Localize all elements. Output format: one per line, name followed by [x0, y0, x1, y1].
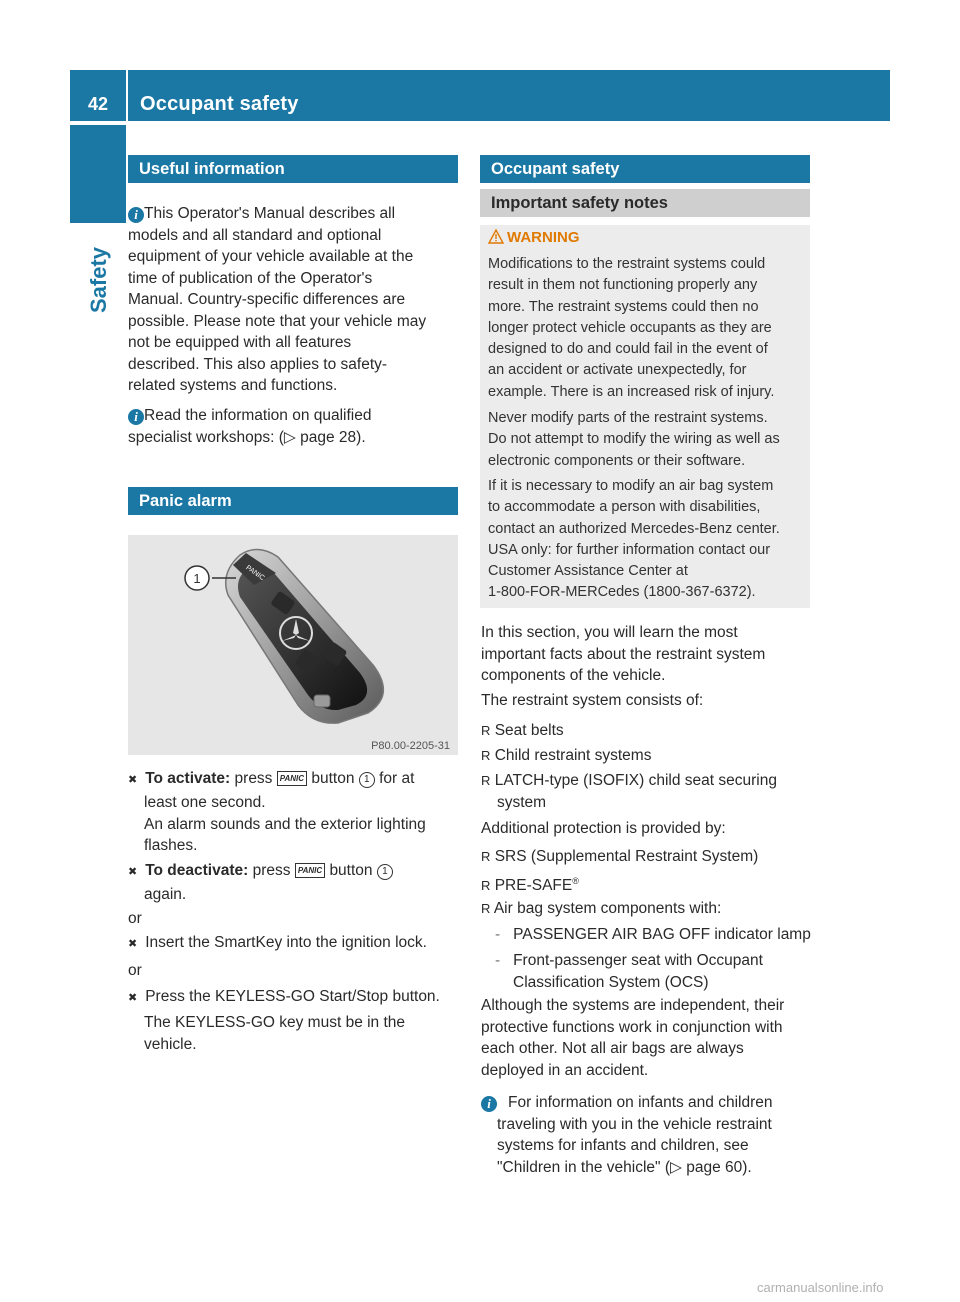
text-line: Do not attempt to modify the wiring as well as — [488, 431, 780, 448]
warning-box — [480, 225, 810, 608]
step-text: press — [252, 862, 291, 879]
text-line: protective functions work in conjunction with — [481, 1018, 783, 1036]
text-line: an accident or activate unexpectedly, for — [488, 362, 747, 379]
list-item-continuation: system — [497, 794, 547, 811]
step-label: To activate: — [145, 770, 231, 787]
keyless-note — [144, 1012, 405, 1055]
step-text: Insert the SmartKey into the ignition lock. — [145, 934, 427, 951]
step-arrow-icon: ✖ — [128, 774, 138, 786]
text-line: to accommodate a person with disabilities, — [488, 499, 761, 516]
text-line: Manual. Country-specific differences are — [128, 291, 406, 308]
text-line: contact an authorized Mercedes-Benz center. — [488, 520, 780, 537]
step-arrow-icon: ✖ — [128, 938, 138, 950]
text-line: example. There is an increased risk of injury. — [488, 383, 775, 400]
text-line: possible. Please note that your vehicle may — [128, 312, 427, 330]
text-line: not be equipped with all features — [128, 334, 352, 351]
text-line: electronic components or their software. — [488, 452, 746, 469]
text-line: "Children in the vehicle" (▷ page 60). — [497, 1158, 752, 1176]
or-separator: or — [128, 910, 142, 927]
footer-watermark: carmanualsonline.info — [757, 1280, 884, 1295]
warning-paragraph-3 — [488, 476, 780, 604]
text-line: If it is necessary to modify an air bag system — [488, 478, 774, 494]
list-item: R SRS (Supplemental Restraint System) — [481, 848, 759, 865]
registered-mark: ® — [572, 876, 579, 886]
sublist-item: - PASSENGER AIR BAG OFF indicator lamp — [495, 926, 811, 943]
smartkey-image — [128, 535, 458, 755]
text-line: models and all standard and optional — [128, 226, 382, 244]
step-arrow-icon: ✖ — [128, 992, 138, 1004]
callout-ref-icon: 1 — [377, 864, 393, 880]
info-icon: i — [481, 1096, 497, 1112]
text-line: An alarm sounds and the exterior lighting — [144, 815, 426, 833]
text-line: For information on infants and children — [508, 1094, 773, 1111]
step-keyless — [128, 986, 440, 1010]
or-separator: or — [128, 962, 142, 979]
header-divider — [126, 70, 128, 121]
list-intro: The restraint system consists of: — [481, 692, 704, 709]
text-line: described. This also applies to safety- — [128, 355, 388, 373]
text-line: In this section, you will learn the most — [481, 624, 738, 641]
step-label: To deactivate: — [145, 862, 249, 879]
text-line: components of the vehicle. — [481, 667, 666, 684]
important-notes-heading: Important safety notes — [480, 189, 810, 217]
step-activate — [128, 768, 463, 792]
text-line: deployed in an accident. — [481, 1061, 649, 1079]
list-item: R Air bag system components with: — [481, 900, 722, 917]
step-insert — [128, 932, 427, 956]
text-line: USA only: for further information contact our — [488, 541, 771, 558]
text-line: again. — [144, 886, 187, 903]
warning-title: WARNING — [507, 229, 580, 246]
warning-paragraph-2 — [488, 408, 780, 472]
text-line: vehicle. — [144, 1035, 197, 1053]
page-number: 42 — [87, 94, 109, 114]
text-line: 1-800-FOR-MERCedes (1800-367-6372). — [488, 584, 756, 601]
step-text: button — [329, 862, 373, 879]
text-line: flashes. — [144, 837, 198, 854]
callout-number: 1 — [193, 571, 201, 586]
info-icon: i — [128, 409, 144, 425]
text-line: Modifications to the restraint systems could — [488, 256, 766, 272]
page-header — [70, 70, 890, 121]
text-line: important facts about the restraint system — [481, 645, 766, 663]
image-code: P80.00-2205-31 — [371, 740, 450, 752]
panic-button-label: PANIC — [244, 564, 266, 583]
text-line: each other. Not all air bags are always — [481, 1040, 744, 1057]
list-intro: Additional protection is provided by: — [481, 820, 726, 837]
text-line: equipment of your vehicle available at the — [128, 248, 414, 265]
text-line: designed to do and could fail in the event of — [488, 341, 768, 358]
step-text: press — [234, 770, 273, 787]
text-line: longer protect vehicle occupants as they are — [488, 319, 772, 336]
text-line: related systems and functions. — [128, 377, 338, 394]
info-icon: i — [128, 207, 144, 223]
sublist-item-continuation: Classification System (OCS) — [513, 974, 709, 991]
text-line: result in them not functioning properly any — [488, 277, 758, 294]
step-text: for at — [379, 770, 415, 787]
warning-triangle-icon — [488, 229, 504, 244]
step-activate-detail — [144, 792, 426, 857]
text-line: systems for infants and children, see — [497, 1137, 749, 1154]
step-text: Press the KEYLESS-GO Start/Stop button. — [145, 988, 440, 1005]
text-line: Read the information on qualified — [144, 407, 372, 424]
text-line: The KEYLESS-GO key must be in the — [144, 1014, 406, 1031]
step-text: button — [311, 770, 355, 787]
text-line: Although the systems are independent, their — [481, 997, 785, 1014]
occupant-safety-heading: Occupant safety — [480, 155, 810, 183]
list-item: R LATCH-type (ISOFIX) child seat securing — [481, 772, 777, 789]
list-item: R Child restraint systems — [481, 747, 652, 764]
useful-information-heading: Useful information — [128, 155, 458, 183]
key-ring-slot — [314, 695, 330, 707]
text-line: This Operator's Manual describes all — [144, 205, 396, 222]
step-deactivate — [128, 860, 463, 884]
smartkey-illustration — [128, 535, 458, 755]
text-line: Never modify parts of the restraint systems. — [488, 410, 768, 426]
list-item: R Seat belts — [481, 722, 564, 739]
text-line: least one second. — [144, 794, 266, 811]
text-line: more. The restraint systems could then no — [488, 298, 759, 315]
intro-paragraph — [481, 622, 765, 687]
chapter-tab — [70, 125, 126, 223]
text-line: specialist workshops: (▷ page 28). — [128, 428, 366, 446]
panic-alarm-heading: Panic alarm — [128, 487, 458, 515]
header-title: Occupant safety — [140, 93, 299, 115]
warning-paragraph-1 — [488, 254, 774, 403]
warning-header — [488, 229, 580, 246]
list-item: R PRE-SAFE® — [481, 876, 579, 895]
closing-paragraph — [481, 995, 784, 1081]
callout-ref-icon: 1 — [359, 772, 375, 788]
sublist-item: - Front-passenger seat with Occupant — [495, 952, 763, 969]
chapter-label: Safety — [86, 246, 111, 314]
text-line: traveling with you in the vehicle restraint — [497, 1115, 772, 1133]
text-line: Customer Assistance Center at — [488, 563, 688, 580]
panic-key-icon: PANIC — [295, 863, 325, 878]
step-arrow-icon: ✖ — [128, 866, 138, 878]
text-line: time of publication of the Operator's — [128, 269, 373, 287]
panic-key-icon: PANIC — [277, 771, 307, 786]
